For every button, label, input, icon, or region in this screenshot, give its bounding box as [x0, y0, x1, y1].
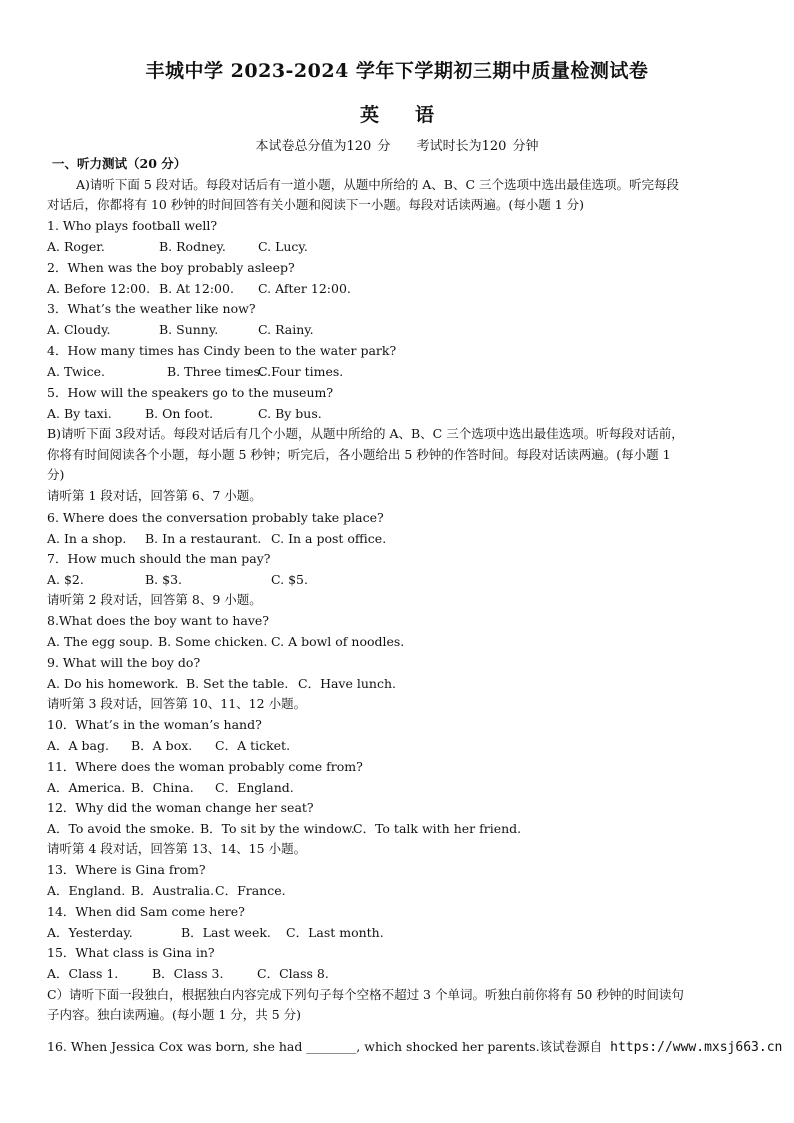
option-c: C．Class 8. — [257, 966, 329, 981]
option-a: A. Cloudy. — [47, 322, 111, 337]
option-c: C. After 12:00. — [258, 281, 351, 296]
option-c: C.Four times. — [258, 364, 344, 379]
part-c-instruction: 子内容。独白读两遍。(每小题 1 分，共 5 分) — [47, 1007, 302, 1022]
question-text: 6. Where does the conversation probably take place? — [47, 510, 384, 525]
exam-title: 丰城中学 2023-2024 学年下学期初三期中质量检测试卷 — [145, 60, 649, 82]
options-row — [47, 675, 752, 693]
question-text: 12．Why did the woman change her seat? — [47, 800, 314, 815]
duration: 考试时长为120 分钟 — [416, 139, 539, 154]
dialogue-heading: 请听第 4 段对话，回答第 13、14、15 小题。 — [47, 841, 307, 856]
question-text: 15．What class is Gina in? — [47, 945, 215, 960]
option-c: C. $5. — [271, 572, 308, 587]
option-a: A．England. — [47, 883, 126, 898]
question-text: 9. What will the boy do? — [47, 655, 201, 670]
dialogue-heading: 请听第 2 段对话，回答第 8、9 小题。 — [47, 592, 262, 607]
question-text: 1. Who plays football well? — [47, 218, 218, 233]
question-16 — [47, 1038, 783, 1057]
dialogue-heading: 请听第 1 段对话，回答第 6、7 小题。 — [47, 488, 262, 503]
total-score: 本试卷总分值为120 分 — [255, 139, 391, 154]
option-b: B. Set the table. — [186, 676, 289, 691]
options-row — [47, 280, 752, 298]
option-b: B. On foot. — [145, 406, 214, 421]
option-a: A. The egg soup. — [47, 634, 154, 649]
option-b: B．To sit by the window. — [200, 821, 355, 836]
question-text: 4．How many times has Cindy been to the water park? — [47, 343, 397, 358]
question-text: 16. When Jessica Cox was born, she had ________, which shocked her parents.该试卷源自 — [47, 1039, 603, 1054]
option-a: A．Yesterday. — [47, 925, 133, 940]
options-row — [47, 882, 752, 900]
option-a: A. By taxi. — [47, 406, 112, 421]
part-c-instruction: C）请听下面一段独白，根据独白内容完成下列句子每个空格不超过 3 个单词。听独白前你将有 50 秒钟的时间读句 — [47, 987, 684, 1002]
option-a: A. $2. — [47, 572, 84, 587]
option-a: A. Roger. — [47, 239, 105, 254]
option-a: A．America. — [47, 780, 126, 795]
question-text: 8.What does the boy want to have? — [47, 613, 269, 628]
options-row — [47, 633, 752, 651]
option-a: A．Class 1. — [47, 966, 119, 981]
option-c: C．England. — [215, 780, 294, 795]
question-text: 5．How will the speakers go to the museum? — [47, 385, 334, 400]
part-a-instruction: 对话后，你都将有 10 秒钟的时间回答有关小题和阅读下一小题。每段对话读两遍。(每小题 1 分) — [47, 197, 585, 212]
options-row — [47, 820, 752, 838]
option-c: C. Lucy. — [258, 239, 308, 254]
option-b: B．Australia. — [131, 883, 215, 898]
option-a: A．A bag. — [47, 738, 109, 753]
question-text: 14．When did Sam come here? — [47, 904, 245, 919]
options-row — [47, 737, 752, 755]
source-url: https://www.mxsj663.cn — [610, 1040, 783, 1055]
options-row — [47, 363, 752, 381]
option-b: B. At 12:00. — [159, 281, 234, 296]
options-row — [47, 238, 752, 256]
option-c: C．To talk with her friend. — [353, 821, 522, 836]
question-text: 11．Where does the woman probably come from? — [47, 759, 363, 774]
option-b: B. Sunny. — [159, 322, 219, 337]
option-c: C. By bus. — [258, 406, 322, 421]
option-a: A. Twice. — [47, 364, 105, 379]
question-text: 10．What’s in the woman’s hand? — [47, 717, 262, 732]
option-b: B. Rodney. — [159, 239, 226, 254]
options-row — [47, 571, 752, 589]
question-text: 13．Where is Gina from? — [47, 862, 206, 877]
question-text: 3．What’s the weather like now? — [47, 301, 256, 316]
dialogue-heading: 请听第 3 段对话，回答第 10、11、12 小题。 — [47, 696, 307, 711]
options-row — [47, 779, 752, 797]
option-b: B．Last week. — [181, 925, 271, 940]
option-c: C．Last month. — [286, 925, 384, 940]
option-b: B. In a restaurant. — [145, 531, 262, 546]
option-a: A. Do his homework. — [47, 676, 179, 691]
options-row — [47, 530, 752, 548]
part-b-instruction: 你将有时间阅读各个小题，每小题 5 秒钟；听完后，各小题给出 5 秒钟的作答时间。每段对话读两遍。(每小题 1 — [47, 447, 671, 462]
part-a-instruction: A)请听下面 5 段对话。每段对话后有一道小题，从题中所给的 A、B、C 三个选项中选出最佳选项。听完每段 — [76, 177, 680, 192]
part-b-instruction: 分) — [47, 467, 65, 482]
option-c: C. A bowl of noodles. — [271, 634, 405, 649]
part-b-instruction: B)请听下面 3段对话。每段对话后有几个小题，从题中所给的 A、B、C 三个选项中选出最佳选项。听每段对话前， — [47, 426, 684, 441]
options-row — [47, 405, 752, 423]
section-heading: 一、听力测试（20 分） — [52, 156, 187, 171]
options-row — [47, 924, 752, 942]
options-row — [47, 965, 752, 983]
option-b: B. Three times. — [167, 364, 264, 379]
options-row — [47, 321, 752, 339]
option-b: B. $3. — [145, 572, 183, 587]
option-b: B. Some chicken. — [158, 634, 268, 649]
option-b: B．A box. — [131, 738, 193, 753]
exam-info — [0, 135, 794, 154]
option-c: C．France. — [215, 883, 286, 898]
option-a: A. Before 12:00. — [47, 281, 151, 296]
option-b: B．China. — [131, 780, 194, 795]
option-b: B．Class 3. — [152, 966, 224, 981]
option-c: C. In a post office. — [271, 531, 387, 546]
option-c: C．A ticket. — [215, 738, 291, 753]
question-text: 7．How much should the man pay? — [47, 551, 271, 566]
option-c: C. Rainy. — [258, 322, 314, 337]
question-text: 2．When was the boy probably asleep? — [47, 260, 295, 275]
subject-title: 英语 — [359, 104, 470, 126]
option-a: A. In a shop. — [47, 531, 127, 546]
option-a: A．To avoid the smoke. — [47, 821, 195, 836]
option-c: C．Have lunch. — [298, 676, 396, 691]
